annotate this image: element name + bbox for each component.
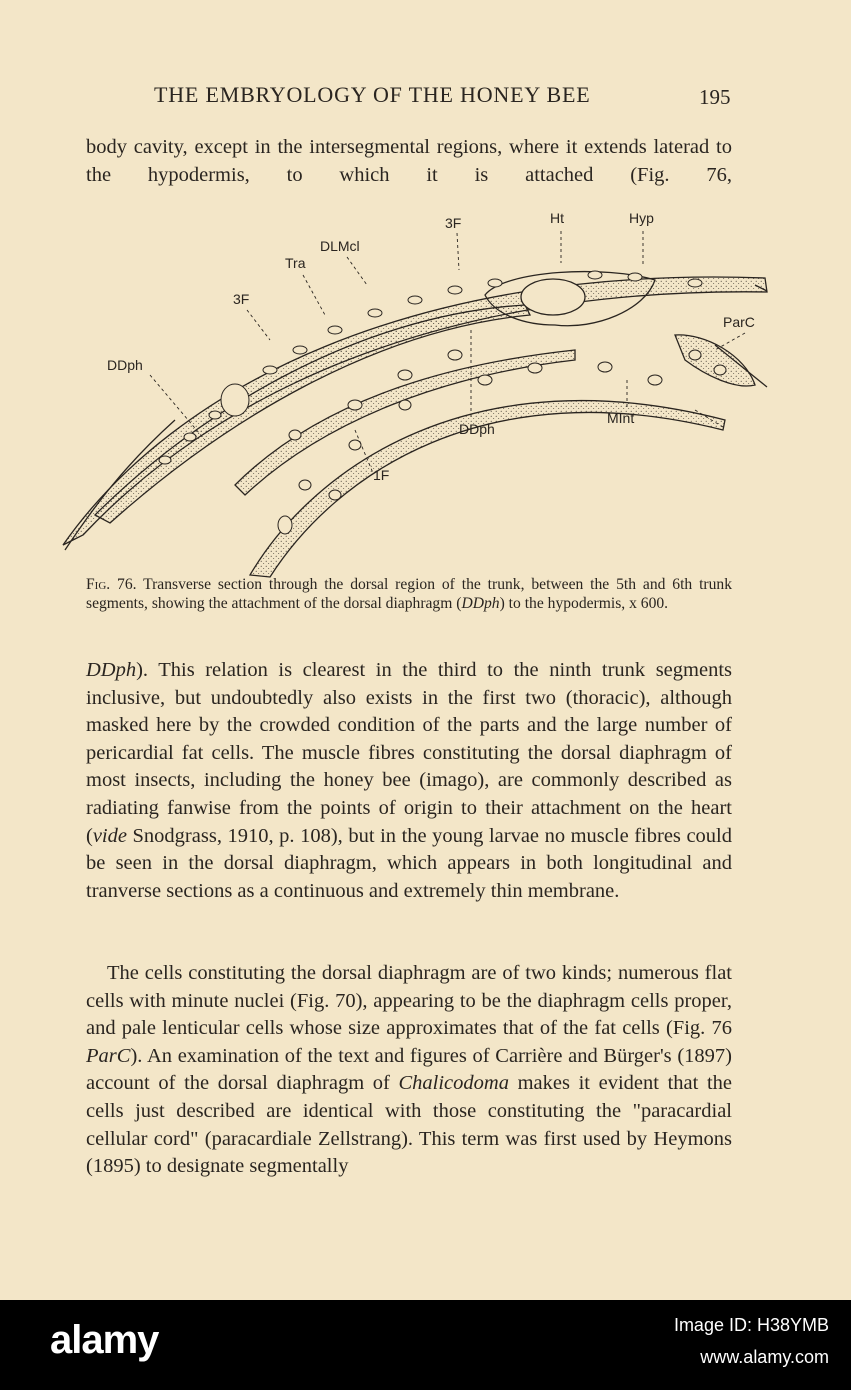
ddph-text-1: ). This relation is clearest in the third to the ninth trunk segments inclusive, but undoubtedly also exists in the first two (thoracic), although masked here by the crowded condition of the parts and the large number of pericardial fat cells. The muscle fibres constituting the dorsal diaphragm of most insects, including the honey bee (imago), are commonly described as radiating fanwise from the points of origin to their attachment on the heart (	[86, 659, 732, 847]
page-number: 195	[699, 85, 731, 109]
chalicodoma-word: Chalicodoma	[398, 1072, 509, 1095]
dorsal-diaphragm-layer	[95, 305, 530, 523]
caption-text-2: ) to the hypodermis, x 600.	[499, 594, 669, 612]
label-parc: ParC	[723, 314, 755, 330]
paragraph-cells-text	[86, 960, 732, 1181]
ddph-text-2: Snodgrass, 1910, p. 108), but in the young larvae no muscle fibres could be seen in the dorsal diaphragm, which appears in both longitudinal and tranverse sections as a continuous and extremely thin membrane.	[86, 824, 732, 902]
paragraph-top	[86, 134, 732, 189]
label-ddph-left: DDph	[107, 357, 143, 373]
watermark-logo: alamy	[50, 1318, 159, 1362]
watermark-image-id: Image ID: H38YMB	[673, 1315, 829, 1335]
parc-abbr: ParC	[86, 1044, 131, 1067]
label-3f-top: 3F	[445, 215, 462, 231]
label-hyp: Hyp	[629, 210, 654, 226]
label-dlmcl: DLMcl	[320, 238, 360, 254]
heart-lumen	[521, 279, 585, 315]
figure-76	[55, 205, 775, 580]
cells-text-1: The cells constituting the dorsal diaphragm are of two kinds; numerous flat cells with minute nuclei (Fig. 70), appearing to be the diaphragm cells proper, and pale lenticular cells whose size approximates that of the fat cells (Fig. 76	[86, 962, 732, 1040]
label-3f-left: 3F	[233, 291, 250, 307]
caption-text-1: Transverse section through the dorsal region of the trunk, between the 5th and 6th trunk segments, showing the attachment of the dorsal diaphragm (	[86, 576, 732, 612]
caption-fig-label: Fig. 76.	[86, 576, 137, 593]
paragraph-cells	[86, 960, 732, 1181]
page-header	[0, 82, 851, 116]
paracardial-cells	[675, 335, 755, 386]
ddph-abbr: DDph	[86, 659, 137, 681]
label-mint: MInt	[607, 410, 635, 426]
vide-word: vide	[92, 824, 127, 847]
label-tra: Tra	[285, 255, 306, 271]
label-ht: Ht	[550, 210, 564, 226]
label-ddph-bottom: DDph	[459, 421, 495, 437]
cells-text-2: ). An examination of the text and figures of Carrière and Bürger's (1897) account of the dorsal diaphragm of	[86, 1044, 732, 1095]
label-1f: 1F	[373, 467, 390, 483]
cells-text-3: makes it evident that the cells just described are identical with those constituting the "paracardial cellular cord" (paracardiale Zellstrang). This term was first used by Heymons (1895) to designate segmentally	[86, 1072, 732, 1178]
running-head: THE EMBRYOLOGY OF THE HONEY BEE	[154, 82, 591, 107]
watermark-url: www.alamy.com	[700, 1347, 829, 1367]
paragraph-ddph-text	[86, 657, 732, 905]
figure-illustration	[55, 205, 775, 580]
figure-caption	[86, 576, 732, 613]
paragraph-top-text: body cavity, except in the intersegmental regions, where it extends laterad to the hypodermis, to which it is attached (Fig. 76,	[86, 136, 732, 186]
caption-abbr: DDph	[461, 594, 500, 612]
paragraph-ddph	[86, 657, 732, 905]
